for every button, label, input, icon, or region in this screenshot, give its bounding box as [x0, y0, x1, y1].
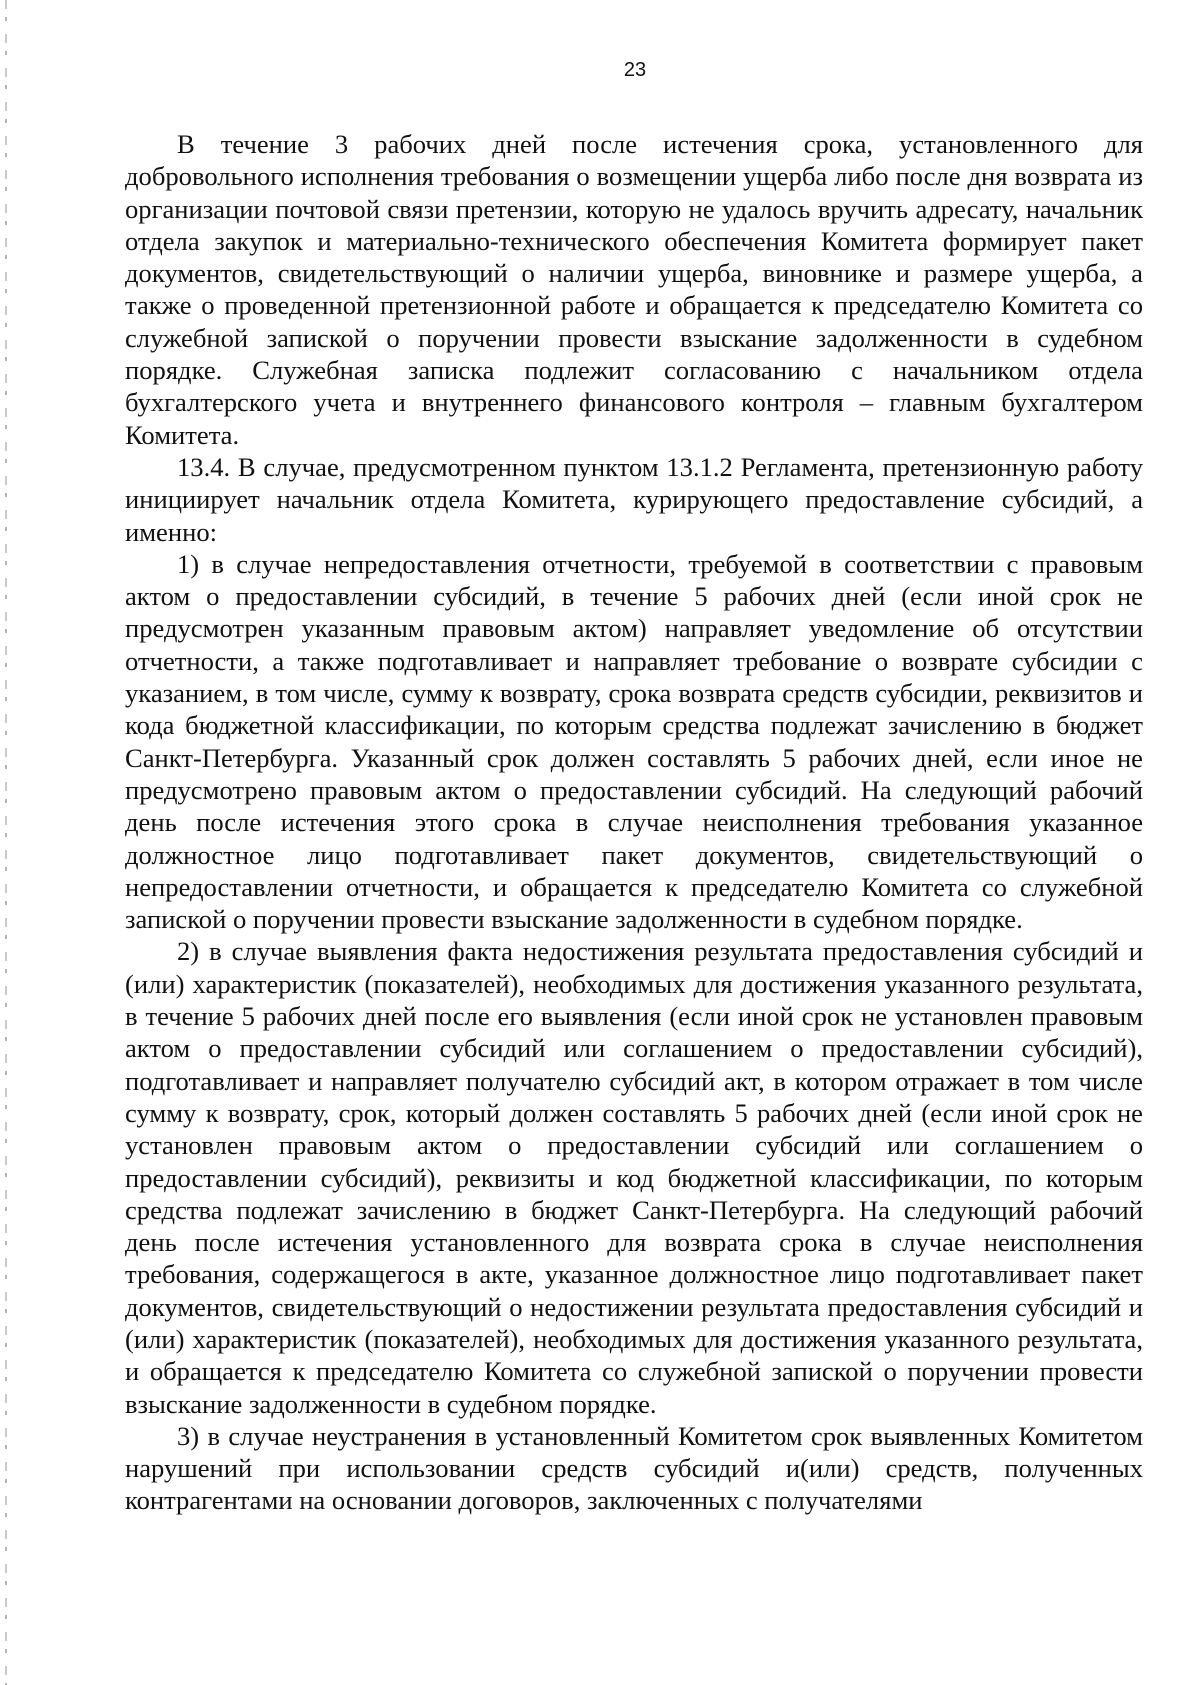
document-body: [125, 128, 1143, 1517]
paragraph-damage-claim: В течение 3 рабочих дней после истечения срока, установленного для добровольного исполнения требования о возмещении ущерба либо после дня возврата из организации почтовой связи претензии, которую не удалось вручить адресату, начальник отдела закупок и материально-технического обеспечения Комитета формирует пакет документов, свидетельствующий о наличии ущерба, виновнике и размере ущерба, а также о проведенной претензионной работе и обращается к председателю Комитета со служебной запиской о поручении провести взыскание задолженности в судебном порядке. Служебная записка подлежит согласованию с начальником отдела бухгалтерского учета и внутреннего финансового контроля – главным бухгалтером Комитета.: [125, 129, 1143, 450]
paragraph-item-1: 1) в случае непредоставления отчетности, требуемой в соответствии с правовым актом о предоставлении субсидий, в течение 5 рабочих дней (если иной срок не предусмотрен указанным правовым актом) направляет уведомление об отсутствии отчетности, а также подготавливает и направляет требование о возврате субсидии с указанием, в том числе, сумму к возврату, срока возврата средств субсидии, реквизитов и кода бюджетной классификации, по которым средства подлежат зачислению в бюджет Санкт-Петербурга. Указанный срок должен составлять 5 рабочих дней, если иное не предусмотрено правовым актом о предоставлении субсидий. На следующий рабочий день после истечения этого срока в случае неисполнения требования указанное должностное лицо подготавливает пакет документов, свидетельствующий о непредоставлении отчетности, и обращается к председателю Комитета со служебной запиской о поручении провести взыскание задолженности в судебном порядке.: [125, 548, 1143, 935]
paragraph-13-4: 13.4. В случае, предусмотренном пунктом 13.1.2 Регламента, претензионную работу инициирует начальник отдела Комитета, курирующего предоставление субсидий, а именно:: [125, 451, 1143, 547]
scan-edge-artifact: [5, 0, 7, 1685]
paragraph-item-3: 3) в случае неустранения в установленный Комитетом срок выявленных Комитетом нарушений при использовании средств субсидий и(или) средств, полученных контрагентами на основании договоров, заключенных с получателями: [125, 1420, 1143, 1516]
paragraph-item-2: 2) в случае выявления факта недостижения результата предоставления субсидий и (или) характеристик (показателей), необходимых для достижения указанного результата, в течение 5 рабочих дней после его выявления (если иной срок не установлен правовым актом о предоставлении субсидий или соглашением о предоставлении субсидий), подготавливает и направляет получателю субсидий акт, в котором отражает в том числе сумму к возврату, срок, который должен составлять 5 рабочих дней (если иной срок не установлен правовым актом о предоставлении субсидий или соглашением о предоставлении субсидий), реквизиты и код бюджетной классификации, по которым средства подлежат зачислению в бюджет Санкт-Петербурга. На следующий рабочий день после истечения установленного для возврата срока в случае неисполнения требования, содержащегося в акте, указанное должностное лицо подготавливает пакет документов, свидетельствующий о недостижении результата предоставления субсидий и (или) характеристик (показателей), необходимых для достижения указанного результата, и обращается к председателю Комитета со служебной запиской о поручении провести взыскание задолженности в судебном порядке.: [125, 936, 1143, 1419]
page-number: 23: [623, 59, 647, 81]
